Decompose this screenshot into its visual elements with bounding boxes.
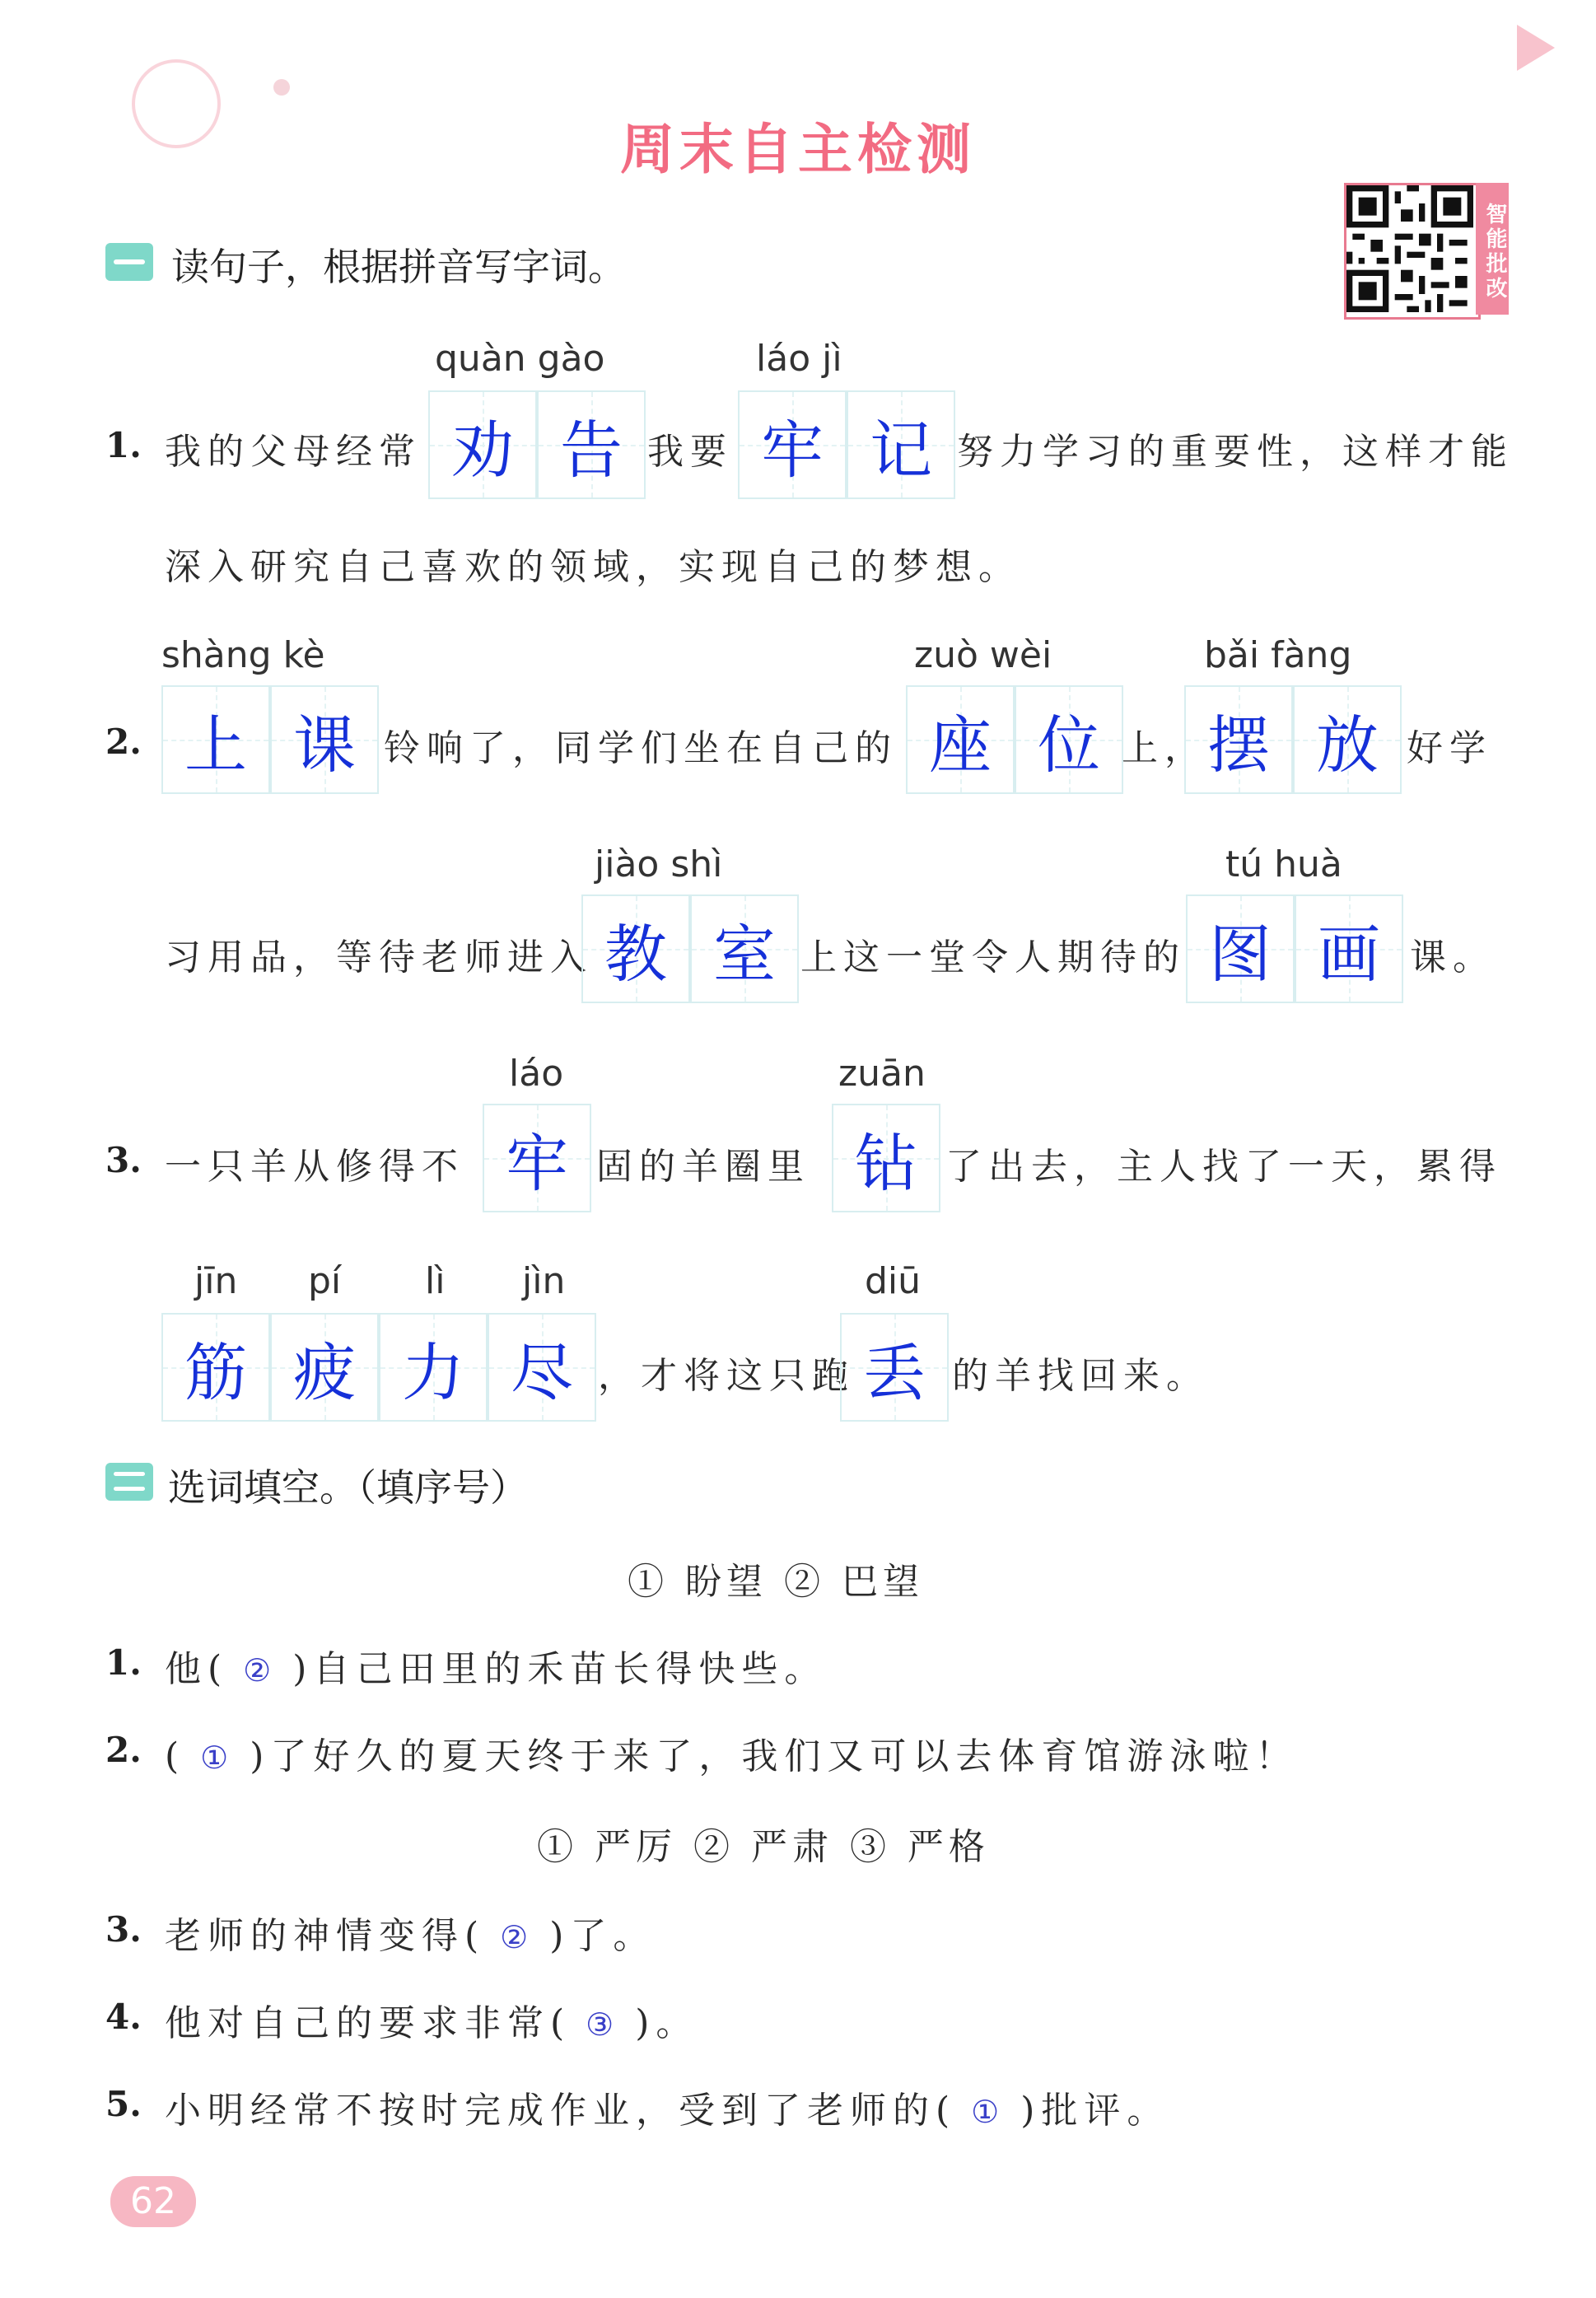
word-options-1: ① 盼望 ② 巴望 [628,1561,924,1603]
pinyin-tu-hua: tú huà [1225,843,1342,885]
word-options-2: ① 严厉 ② 严肃 ③ 严格 [537,1826,990,1868]
s2-answer: ① [971,2094,1006,2130]
pinyin-jin-2: jìn [522,1260,566,1302]
s2-item-number: 1. [105,1642,142,1683]
pinyin-lao-ji: láo jì [756,338,842,380]
q3-number: 3. [105,1140,142,1180]
section-one-label: 读句子，根据拼音写字词。 [171,245,626,289]
s2-item-number: 2. [105,1730,142,1770]
q1-line2: 深入研究自己喜欢的领域，实现自己的梦想。 [165,546,1021,588]
answer-cell: 画 [1295,894,1403,1003]
answer-cell: 座 [906,685,1015,794]
s2-item-number: 4. [105,1997,142,2037]
s2-answer: ② [243,1652,278,1688]
q2-text-d: 习用品，等待老师进入 [165,936,593,979]
q3-text-e: 的羊找回来。 [952,1355,1209,1397]
section-one-badge [105,243,153,281]
q2-text-c: 好学 [1407,727,1492,769]
answer-cell: 力 [379,1313,488,1422]
answer-cell: 劝 [428,390,537,499]
pinyin-zuan: zuān [838,1053,926,1095]
pinyin-pi: pí [308,1260,342,1302]
q1-text-b: 我要 [647,431,733,473]
pinyin-zuo-wei: zuò wèi [914,634,1052,676]
answer-cell: 牢 [738,390,847,499]
answer-cell: 教 [581,894,690,1003]
s2-item-line: 他对自己的要求非常( ③ )。 [165,2002,699,2044]
answer-cell: 疲 [270,1313,379,1422]
s2-answer: ① [200,1740,236,1776]
decorative-dot [273,79,290,96]
answer-cell: 牢 [483,1104,591,1212]
s2-item-line: ( ① )了好久的夏天终于来了，我们又可以去体育馆游泳啦！ [165,1735,1299,1777]
answer-cell: 钻 [832,1104,940,1212]
answer-cell: 摆 [1184,685,1293,794]
q3-text-d: ，才将这只跑 [598,1355,855,1397]
s2-item-line: 他( ② )自己田里的禾苗长得快些。 [165,1648,828,1690]
s2-item-number: 5. [105,2084,142,2124]
q1-text-a: 我的父母经常 [165,431,422,473]
pinyin-jiao-shi: jiào shì [595,843,723,885]
answer-cell: 上 [161,685,270,794]
q3-text-b: 固的羊圈里 [596,1146,810,1188]
s2-item-line: 老师的神情变得( ② )了。 [165,1915,656,1957]
section-two-note: （填序号） [357,1465,528,1510]
q3-text-a: 一只羊从修得不 [165,1146,464,1188]
pinyin-diu: diū [865,1260,922,1302]
pinyin-shang-ke: shàng kè [161,634,325,676]
answer-cell: 课 [270,685,379,794]
section-two-label: 选词填空。（填序号） [168,1465,528,1510]
answer-cell: 图 [1186,894,1295,1003]
q2-text-b: 上， [1122,727,1207,769]
answer-cell: 丢 [840,1313,949,1422]
answer-cell: 室 [690,894,799,1003]
q2-text-e: 上这一堂令人期待的 [800,936,1186,979]
q1-text-c: 努力学习的重要性，这样才能 [957,431,1514,473]
pinyin-li: lì [425,1260,446,1302]
pinyin-lao: láo [509,1053,564,1095]
qr-code-icon[interactable] [1344,183,1481,320]
pinyin-jin: jīn [194,1260,238,1302]
pinyin-quan-gao: quàn gào [435,338,605,380]
q2-number: 2. [105,722,142,762]
s2-answer: ③ [586,2006,621,2043]
page-title: 周末自主检测 [620,118,976,181]
section-two-badge [105,1463,153,1501]
s2-item-number: 3. [105,1909,142,1950]
q2-text-a: 铃响了，同学们坐在自己的 [384,727,898,769]
answer-cell: 记 [847,390,955,499]
s2-answer: ② [500,1919,535,1955]
answer-cell: 尽 [488,1313,596,1422]
answer-cell: 放 [1293,685,1402,794]
q3-text-c: 了出去，主人找了一天，累得 [945,1146,1502,1188]
page-number-badge: 62 [110,2176,196,2227]
answer-cell: 告 [537,390,646,499]
qr-side-label: 智能批改 [1476,183,1509,315]
pinyin-bai-fang: bǎi fàng [1204,634,1352,676]
q2-text-f: 课。 [1410,936,1496,979]
answer-cell: 筋 [161,1313,270,1422]
q1-number: 1. [105,425,142,465]
s2-item-line: 小明经常不按时完成作业，受到了老师的( ① )批评。 [165,2090,1170,2132]
decorative-triangle [1517,25,1555,71]
answer-cell: 位 [1015,685,1123,794]
